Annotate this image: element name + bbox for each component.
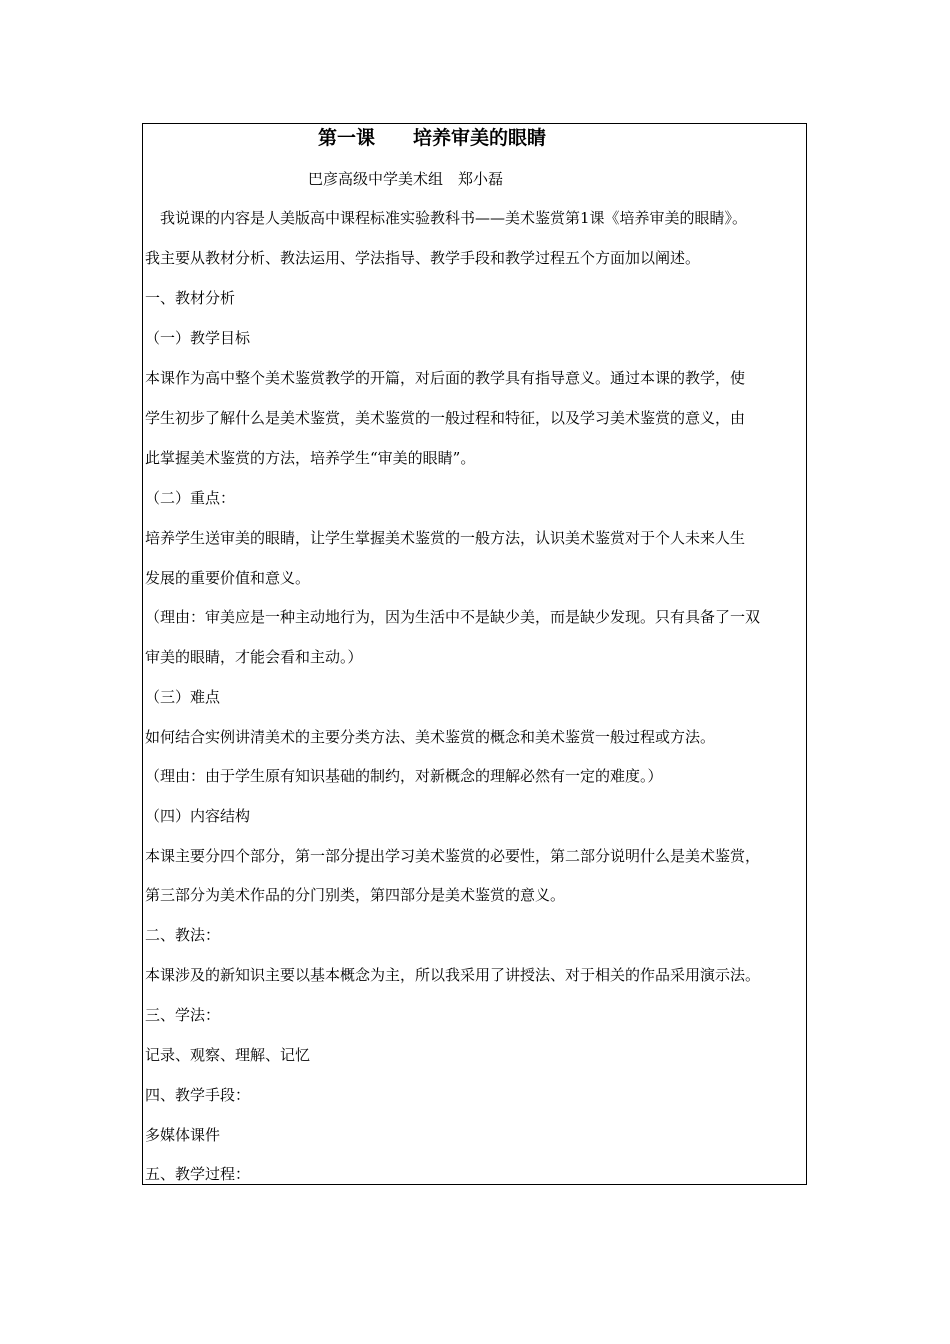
paragraph-line: 三、学法： bbox=[145, 1006, 221, 1024]
paragraph-line: 本课涉及的新知识主要以基本概念为主，所以我采用了讲授法、对于相关的作品采用演示法。 bbox=[145, 966, 761, 984]
paragraph-line: （四）内容结构 bbox=[145, 807, 251, 825]
paragraph-line: 第三部分为美术作品的分门别类，第四部分是美术鉴赏的意义。 bbox=[145, 886, 566, 904]
paragraph-line: 多媒体课件 bbox=[145, 1126, 221, 1144]
paragraph-line: 记录、观察、理解、记忆 bbox=[145, 1046, 311, 1064]
paragraph-line: 本课作为高中整个美术鉴赏教学的开篇，对后面的教学具有指导意义。通过本课的教学，使 bbox=[145, 369, 746, 387]
paragraph-line: 我主要从教材分析、教法运用、学法指导、教学手段和教学过程五个方面加以阐述。 bbox=[145, 249, 701, 267]
paragraph-line: 此掌握美术鉴赏的方法，培养学生“审美的眼睛”。 bbox=[145, 449, 476, 467]
paragraph-line: （二）重点： bbox=[145, 489, 236, 507]
paragraph-line: 我说课的内容是人美版高中课程标准实验教科书——美术鉴赏第1课《培养审美的眼睛》。 bbox=[145, 209, 748, 227]
paragraph-line: 发展的重要价值和意义。 bbox=[145, 569, 311, 587]
paragraph-line: 二、教法： bbox=[145, 926, 221, 944]
paragraph-line: （理由：审美应是一种主动地行为，因为生活中不是缺少美，而是缺少发现。只有具备了一双 bbox=[145, 608, 761, 626]
paragraph-line: 学生初步了解什么是美术鉴赏，美术鉴赏的一般过程和特征，以及学习美术鉴赏的意义，由 bbox=[145, 409, 746, 427]
paragraph-line: 五、教学过程： bbox=[145, 1165, 251, 1183]
paragraph-line: 审美的眼睛，才能会看和主动。） bbox=[145, 648, 363, 666]
lesson-title: 第一课 培养审美的眼睛 bbox=[318, 127, 547, 149]
paragraph-line: 四、教学手段： bbox=[145, 1086, 251, 1104]
paragraph-line: （理由：由于学生原有知识基础的制约，对新概念的理解必然有一定的难度。） bbox=[145, 767, 663, 785]
paragraph-line: 如何结合实例讲清美术的主要分类方法、美术鉴赏的概念和美术鉴赏一般过程或方法。 bbox=[145, 728, 716, 746]
paragraph-line: 培养学生送审美的眼睛，让学生掌握美术鉴赏的一般方法，认识美术鉴赏对于个人未来人生 bbox=[145, 529, 746, 547]
paragraph-line: （三）难点 bbox=[145, 688, 221, 706]
paragraph-line: 一、教材分析 bbox=[145, 289, 236, 307]
paragraph-line: （一）教学目标 bbox=[145, 329, 251, 347]
paragraph-line: 本课主要分四个部分，第一部分提出学习美术鉴赏的必要性，第二部分说明什么是美术鉴赏， bbox=[145, 847, 761, 865]
author-byline: 巴彦高级中学美术组 郑小磊 bbox=[308, 170, 504, 188]
